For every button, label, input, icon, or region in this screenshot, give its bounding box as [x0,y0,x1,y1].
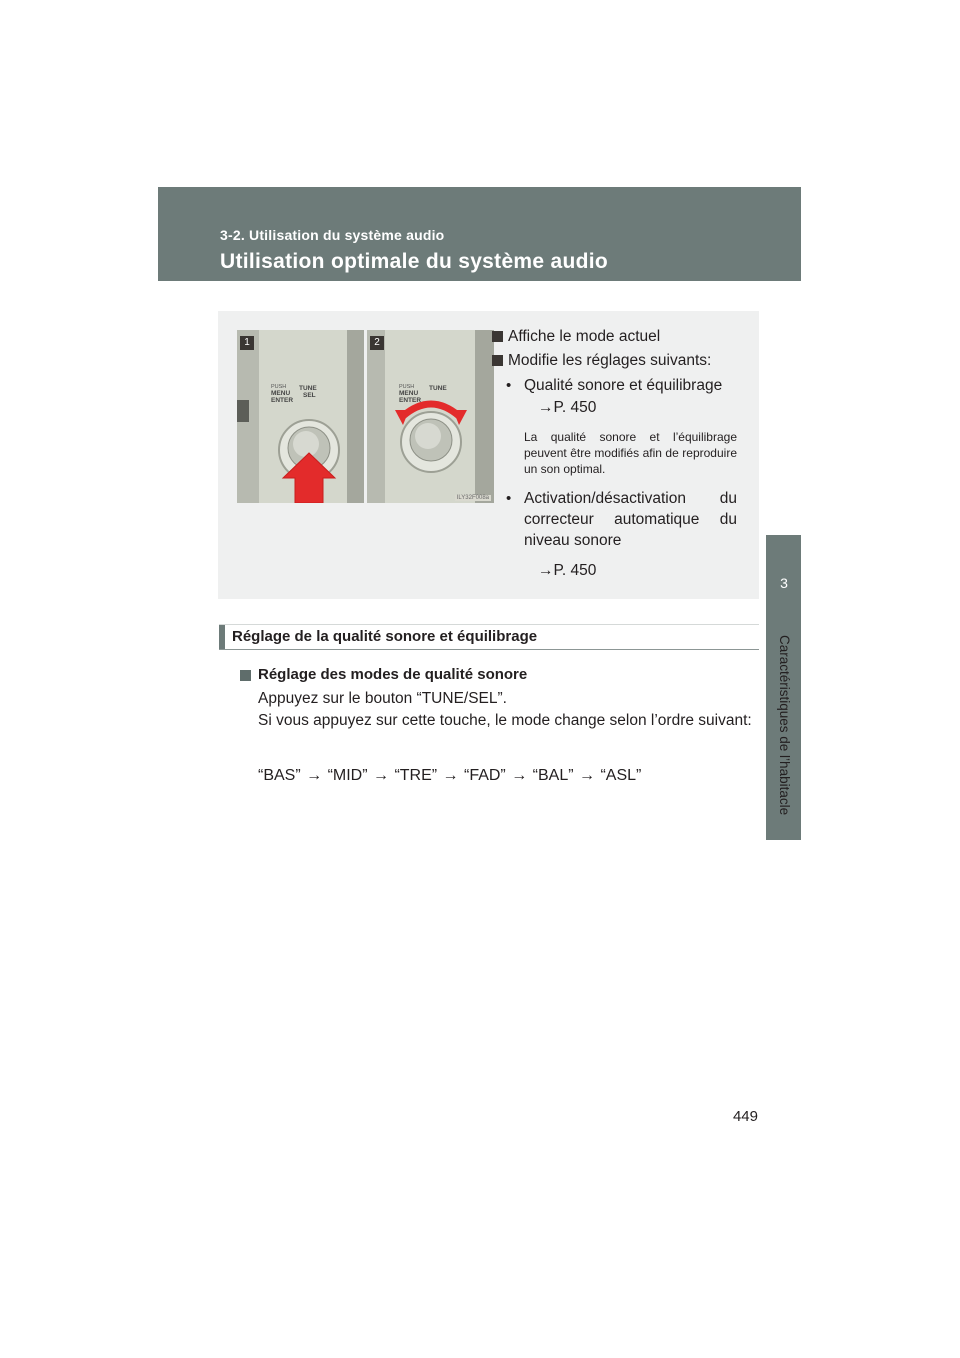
chapter-number: 3 [780,575,788,591]
svg-text:PUSH: PUSH [399,384,415,390]
section-heading-bar [219,625,225,649]
section-heading-box [219,624,759,650]
svg-text:ENTER: ENTER [399,397,422,404]
callout-marker-1-icon [492,331,503,342]
callout-marker-2-icon [492,355,503,366]
svg-text:MENU: MENU [399,390,419,397]
bullet-1-page-ref: →P. 450 [538,399,597,416]
instruction-line-2: Si vous appuyez sur cette touche, le mode change selon l’ordre suivant: [258,712,752,729]
label-menu: MENU [271,390,291,397]
page-title: Utilisation optimale du système audio [220,250,609,273]
square-bullet-icon [240,670,251,681]
bullet-1-text: Qualité sonore et équilibrage [524,377,723,394]
photo-number-2: 2 [370,336,384,350]
section-label: 3-2. Utilisation du système audio [220,227,445,243]
svg-text:TUNE: TUNE [429,385,447,392]
mode-sequence: “BAS” → “MID” → “TRE” → “FAD” → “BAL” → “ASL” [258,767,642,784]
mode-subheading: Réglage des modes de qualité sonore [258,666,528,683]
bullet-2-text: Activation/désactivation du correcteur automatique du niveau sonore [524,490,737,549]
photo-rotate-knob [367,330,494,503]
knob-illustration-2 [367,330,494,503]
bullet-dot-icon: • [506,377,512,394]
instruction-line-1: Appuyez sur le bouton “TUNE/SEL”. [258,690,507,707]
bullet-2-page-ref: →P. 450 [538,562,597,579]
photo-push-knob [237,330,364,503]
bullet-1-note: La qualité sonore et l’équilibrage peuvent être modifiés afin de reproduire un son optimal. [524,430,737,476]
chapter-title-vertical: Caractéristiques de l’habitacle [777,635,792,816]
label-push: PUSH [271,384,287,390]
bullet-dot-icon: • [506,490,512,507]
section-heading: Réglage de la qualité sonore et équilibrage [232,628,538,645]
illustration-panel [218,311,759,599]
callout-2-label: Modifie les réglages suivants: [508,352,712,369]
knob-illustration-1 [237,330,364,503]
chapter-header-band [158,187,801,281]
label-sel: SEL [303,392,316,399]
label-enter: ENTER [271,397,294,404]
label-tune: TUNE [299,385,317,392]
callout-1-label: Affiche le mode actuel [508,328,661,345]
page-number: 449 [732,1108,758,1125]
photo-number-1: 1 [240,336,254,350]
figure-ref-code: ILY32F008a [456,495,489,501]
